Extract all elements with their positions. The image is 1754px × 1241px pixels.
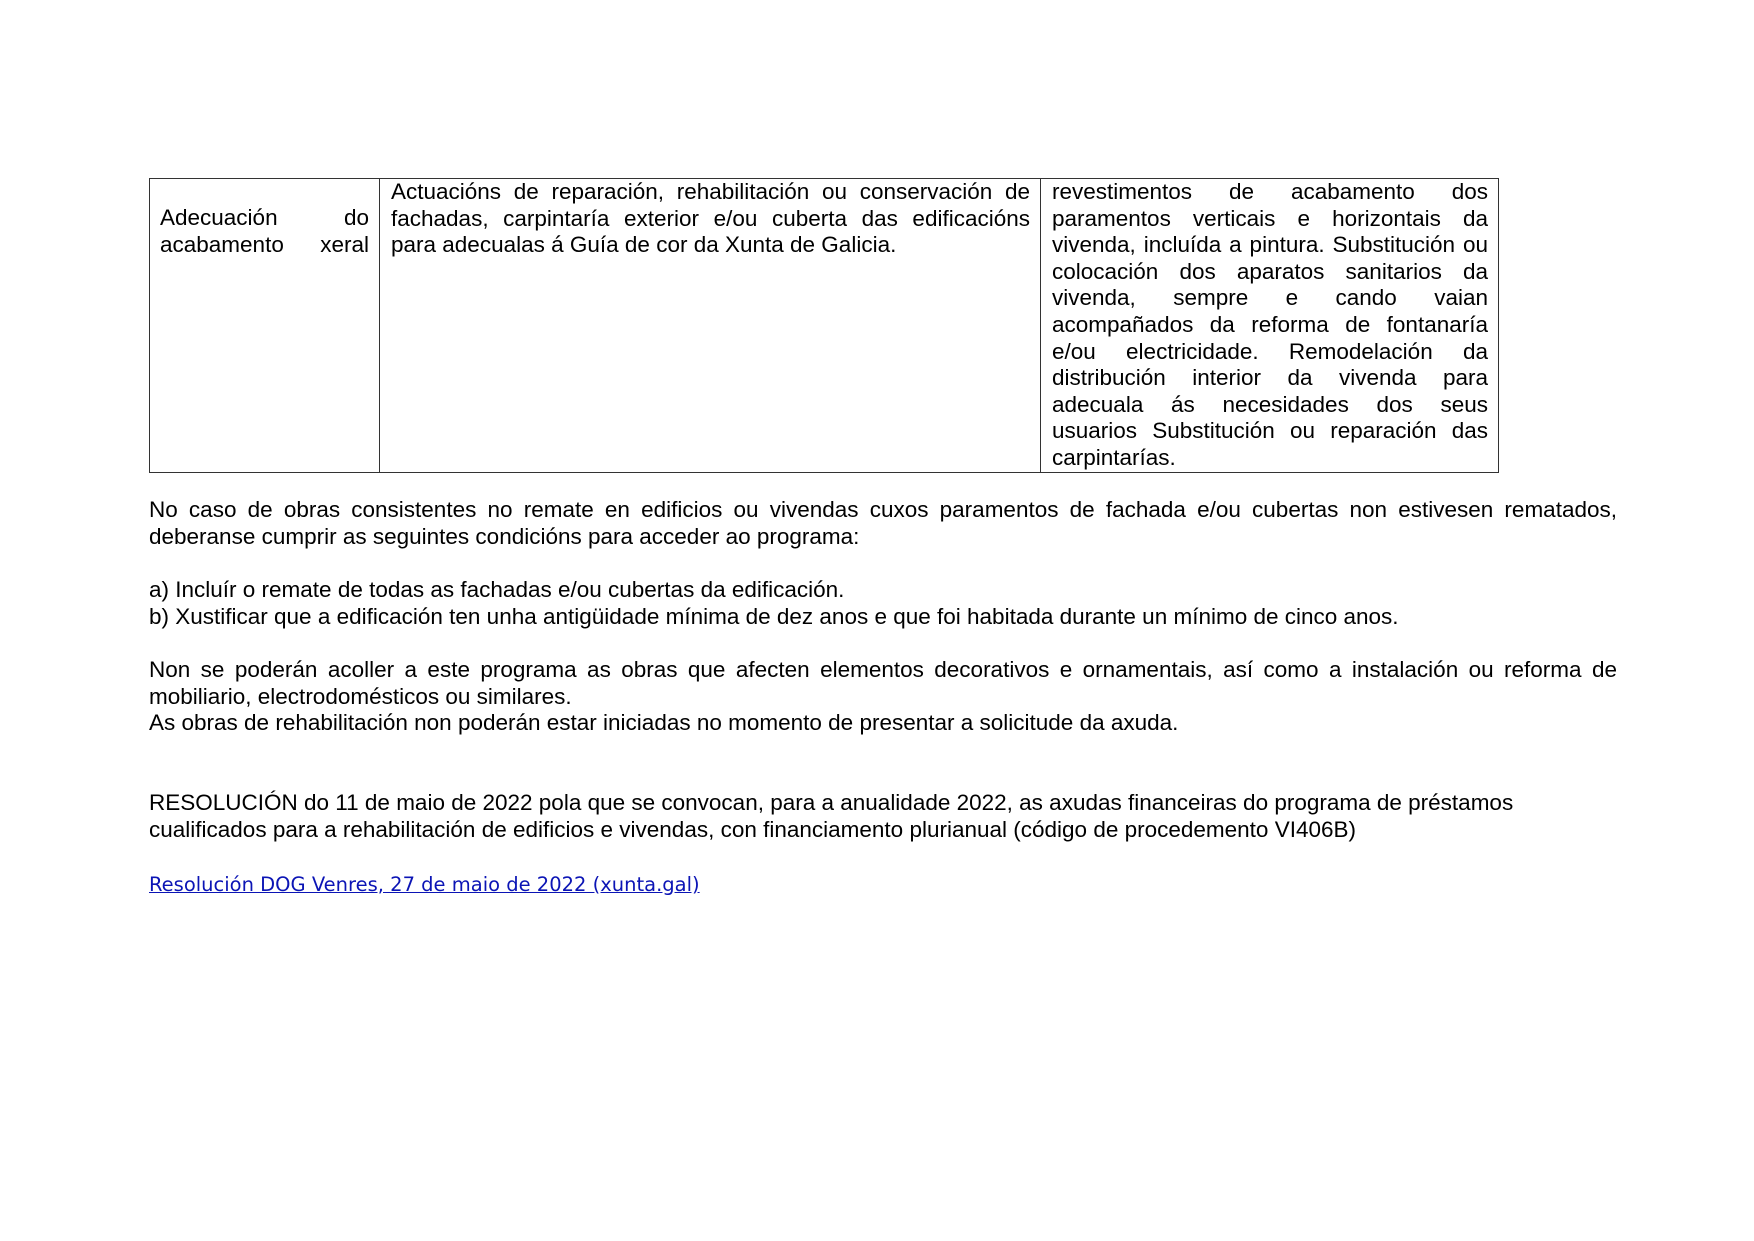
table-row: [150, 179, 1499, 473]
table-cell-category: [150, 179, 380, 473]
description-text: Actuacións de reparación, rehabilitación ou conservación de fachadas, carpintaría exterior e/ou cuberta das edificacións para adecualas á Guía de cor da Xunta de Galicia.: [391, 179, 1030, 258]
actions-table: [149, 178, 1499, 473]
category-label: Adecuación do acabamento xeral: [160, 205, 369, 257]
conditions-paragraph: No caso de obras consistentes no remate en edificios ou vivendas cuxos paramentos de fachada e/ou cubertas non estivesen rematados, deberanse cumprir as seguintes condicións para acceder ao programa:: [149, 497, 1617, 549]
resolution-paragraph: RESOLUCIÓN do 11 de maio de 2022 pola que se convocan, para a anualidade 2022, as axudas financeiras do programa de préstamos cualificados para a rehabilitación de edificios e vivendas, con financiamento plurianual (código de procedemento VI406B): [149, 790, 1514, 842]
exclusions-paragraph: Non se poderán acoller a este programa as obras que afecten elementos decorativos e ornamentais, así como a instalación ou reforma de mobiliario, electrodomésticos ou similares.: [149, 657, 1617, 709]
table-cell-description: [380, 179, 1041, 473]
table-cell-details: [1041, 179, 1499, 473]
condition-item-a: a) Incluír o remate de todas as fachadas e/ou cubertas da edificación.: [149, 577, 845, 602]
resolution-dog-link[interactable]: Resolución DOG Venres, 27 de maio de 2022 (xunta.gal): [149, 873, 700, 896]
details-text: revestimentos de acabamento dos paramentos verticais e horizontais da vivenda, incluída a pintura. Substitución ou colocación dos aparatos sanitarios da vivenda, sempre e cando vaian acompañados da reforma de fontanaría e/ou electricidade. Remodelación da distribución interior da vivenda para adecuala ás necesidades dos seus usuarios Substitución ou reparación das carpintarías.: [1052, 179, 1488, 470]
start-condition-paragraph: As obras de rehabilitación non poderán estar iniciadas no momento de presentar a solicitude da axuda.: [149, 710, 1179, 735]
condition-item-b: b) Xustificar que a edificación ten unha antigüidade mínima de dez anos e que foi habitada durante un mínimo de cinco anos.: [149, 604, 1399, 629]
